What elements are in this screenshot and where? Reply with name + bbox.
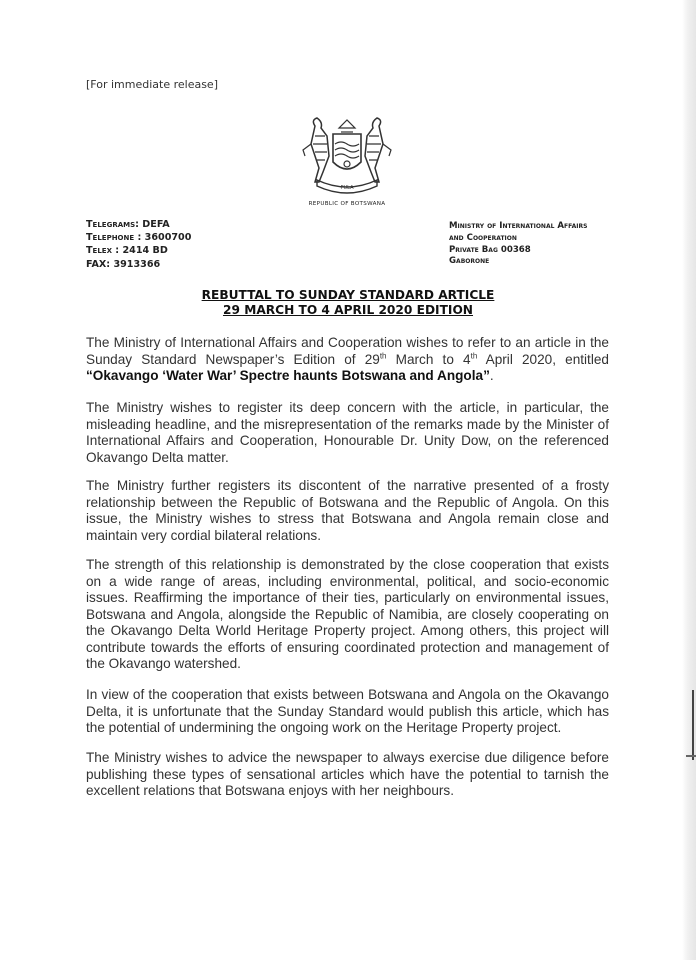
paragraph-1: [86, 335, 609, 385]
p1-text-b: March to 4: [386, 351, 471, 367]
botswana-coat-of-arms-icon: [293, 116, 401, 196]
title-line-2: 29 MARCH TO 4 APRIL 2020 EDITION: [222, 303, 474, 317]
p1-end: .: [489, 368, 494, 383]
paragraph-5: In view of the cooperation that exists between Botswana and Angola on the Okavango Delta, it is unfortunate that the Sunday Standard would publish this article, which has the potential of undermining the ongoing work on the Heritage Property project.: [86, 687, 609, 735]
scan-mark: [692, 690, 694, 760]
p1-text-c: April 2020, entitled: [477, 351, 609, 367]
paragraph-3: The Ministry further registers its discontent of the narrative presented of a frosty relationship between the Republic of Botswana and the Republic of Angola. On this issue, the Ministry wishes to stress that Botswana and Angola remain close and maintain very cordial bilateral relations.: [86, 478, 609, 543]
address-line-2: and Cooperation: [449, 232, 517, 243]
contact-block: [86, 218, 191, 271]
paragraph-2: The Ministry wishes to register its deep concern with the article, in particular, the misleading headline, and the misrepresentation of the remarks made by the Minister of International Affairs and Cooperation, Honourable Dr. Unity Dow, on the referenced Okavango Delta matter.: [86, 400, 609, 465]
article-title: “Okavango ‘Water War’ Spectre haunts Botswana and Angola”: [86, 368, 490, 383]
p1-sup-2: th: [470, 350, 478, 360]
address-block: [449, 221, 587, 268]
coat-caption: REPUBLIC OF BOTSWANA: [308, 201, 386, 207]
address-line-3: Private Bag 00368: [449, 244, 531, 255]
address-line-4: Gaborone: [449, 256, 490, 267]
address-line-1: Ministry of International Affairs: [449, 221, 588, 231]
scan-edge: [682, 0, 696, 960]
scan-mark: [686, 755, 696, 757]
page-title: [150, 288, 546, 318]
p1-text-a: The Ministry of International Affairs and Cooperation wishes to refer to an article in the Sunday Standard Newspaper’s Edition of 29: [86, 335, 609, 367]
p1-sup-1: th: [379, 350, 387, 360]
telex-line: Telex : 2414 BD: [86, 245, 168, 257]
paragraph-6: The Ministry wishes to advice the newspaper to always exercise due diligence before publishing these types of sensational articles which have the potential to tarnish the excellent relations that Botswana enjoys with her neighbours.: [86, 750, 609, 798]
telephone-line: Telephone : 3600700: [86, 232, 192, 244]
paragraph-4: The strength of this relationship is demonstrated by the close cooperation that exists on a wide range of areas, including environmental, political, and socio-economic issues. Reaffirming the importance of their ties, particularly on environmental issues, Botswana and Angola, alongside the Republic of Namibia, are closely cooperating on the Okavango Delta World Heritage Property project. Among others, this project will contribute towards the efforts of ensuring coordinated protection and management of the Okavango watershed.: [86, 557, 609, 671]
release-note: [For immediate release]: [86, 78, 218, 91]
coat-motto: PULA: [340, 185, 354, 191]
fax-line: FAX: 3913366: [86, 258, 161, 270]
title-line-1: REBUTTAL TO SUNDAY STANDARD ARTICLE: [201, 288, 495, 302]
telegrams-line: Telegrams: DEFA: [86, 219, 170, 230]
